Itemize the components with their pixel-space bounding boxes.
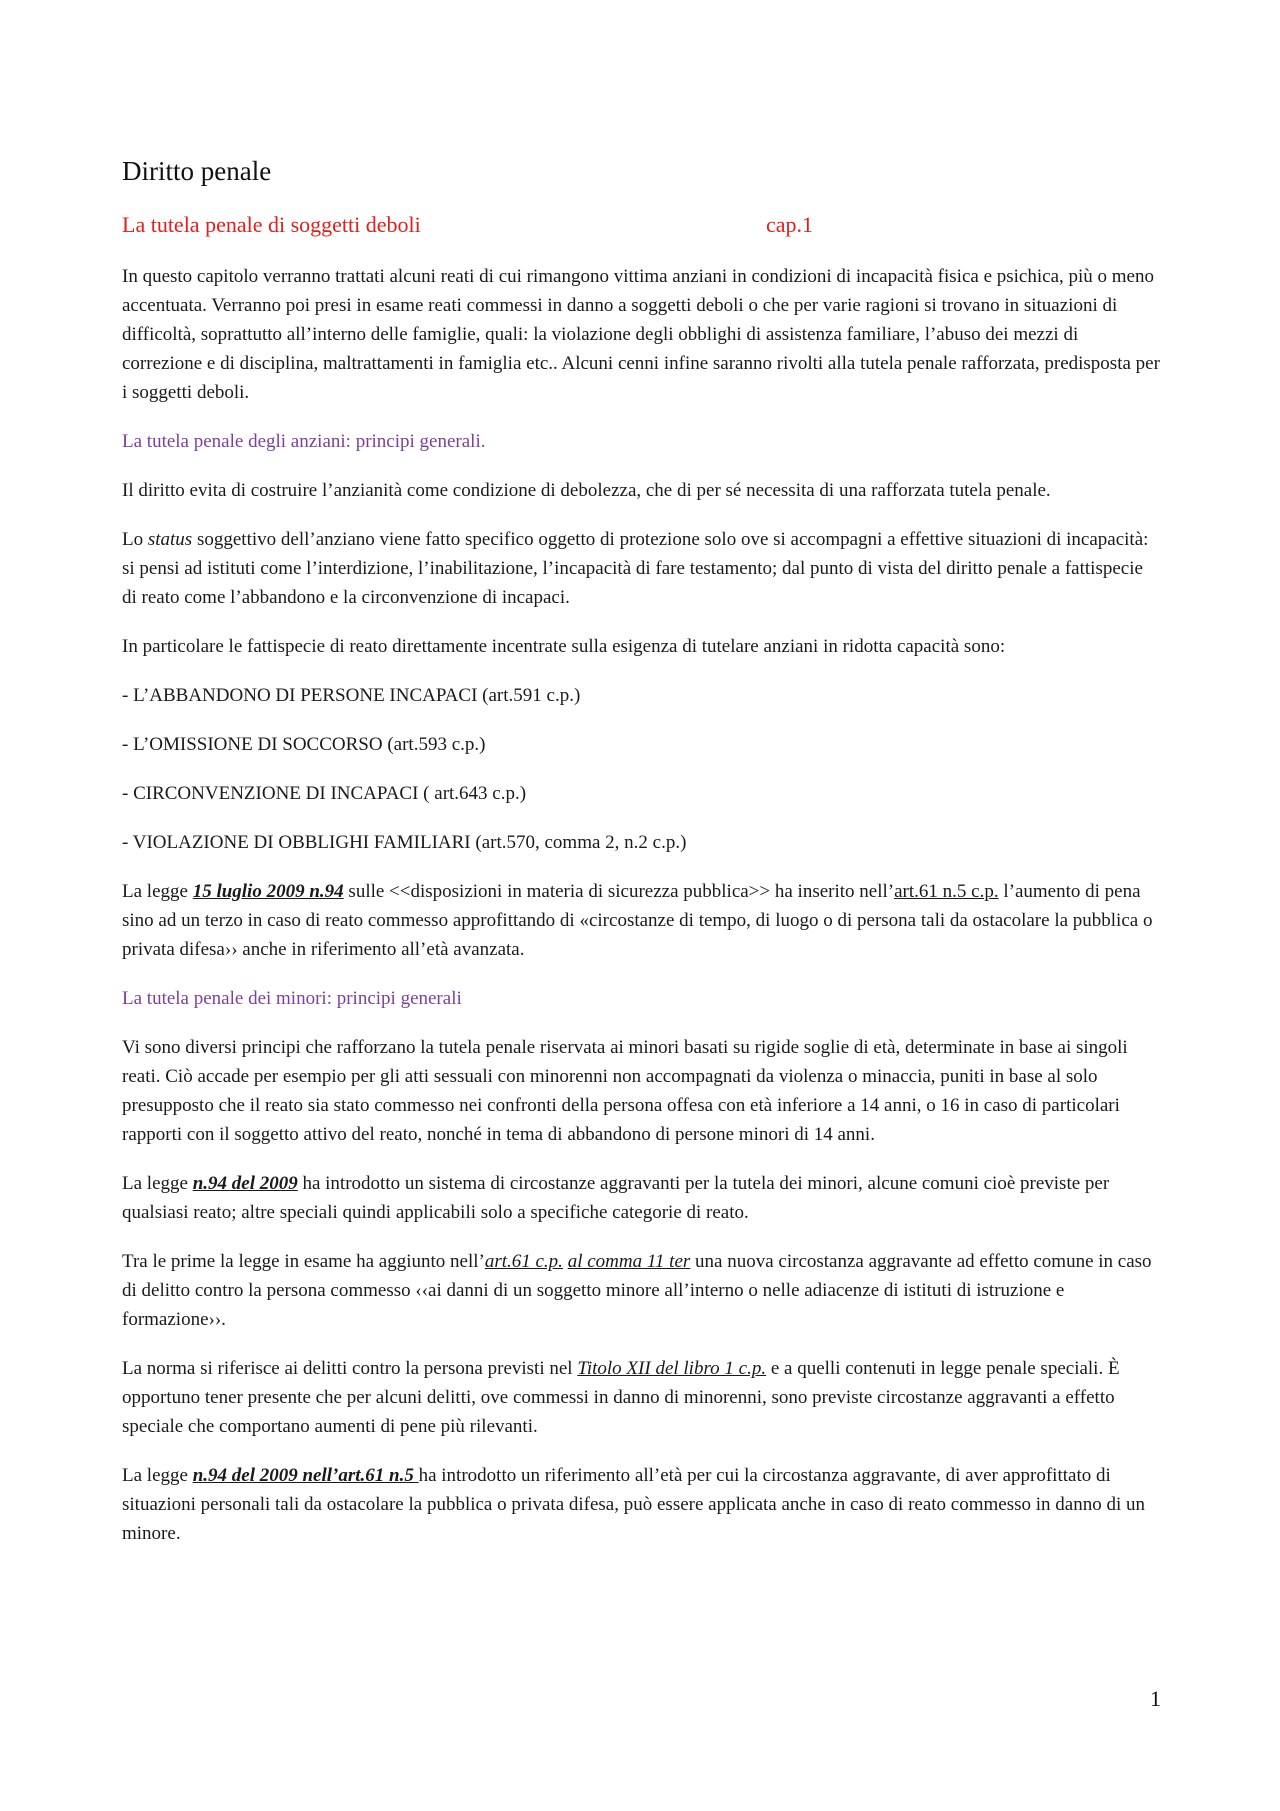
page-number: 1 xyxy=(1150,1686,1161,1711)
paragraph-circostanze: La legge n.94 del 2009 ha introdotto un sistema di circostanze aggravanti per la tutela dei minori, alcune comuni cioè previste per qualsiasi reato; altre speciali quindi applicabili solo a specifiche categorie di reato. xyxy=(122,1173,1110,1223)
paragraph-principi-minori: Vi sono diversi principi che rafforzano la tutela penale riservata ai minori basati su rigide soglie di età, determinate in base ai singoli reati. Ciò accade per esempio per gli atti sessuali con minorenni non accompagnati da violenza o minaccia, puniti in base al solo presupposto che il reato sia stato commesso nei confronti della persona offesa con età inferiore a 14 anni, o 16 in caso di particolari rapporti con il soggetto attivo del reato, nonché in tema di abbandono di persone minori di 14 anni. xyxy=(122,1037,1128,1145)
paragraph-titolo-xii: La norma si riferisce ai delitti contro la persona previsti nel Titolo XII del libro 1 c.p. e a quelli contenuti in legge penale speciali. È opportuno tener presente che per alcuni delitti, ove commessi in danno di minorenni, sono previste circostanze aggravanti a effetto speciale che comportano aumenti di pene più rilevanti. xyxy=(122,1358,1120,1437)
paragraph-anzianita: Il diritto evita di costruire l’anzianità come condizione di debolezza, che di per sé necessita di una rafforzata tutela penale. xyxy=(122,480,1051,501)
paragraph-status: Lo status soggettivo dell’anziano viene fatto specifico oggetto di protezione solo ove si accompagni a effettive situazioni di incapacità: si pensi ad istituti come l’interdizione, l’inabilitazione, l’incapacità di fare testamento; dal punto di vista del diritto penale a fattispecie di reato come l’abbandono e la circonvenzione di incapaci. xyxy=(122,529,1149,608)
chapter-title: La tutela penale di soggetti deboli xyxy=(122,212,421,237)
status-term: status xyxy=(147,529,193,550)
list-item: - L’ABBANDONO DI PERSONE INCAPACI (art.591 c.p.) xyxy=(122,685,581,706)
list-item: - CIRCONVENZIONE DI INCAPACI ( art.643 c.p.) xyxy=(122,783,527,804)
paragraph-comma-11-ter: Tra le prime la legge in esame ha aggiunto nell’art.61 c.p. al comma 11 ter una nuova circostanza aggravante ad effetto comune in caso di delitto contro la persona commesso ‹‹ai danni di un soggetto minore all’interno o nelle adiacenze di istituti di istruzione e formazione››. xyxy=(122,1251,1152,1330)
law-link[interactable]: 15 luglio 2009 n.94 xyxy=(192,881,344,902)
paragraph-legge-2009: La legge 15 luglio 2009 n.94 sulle <<disposizioni in materia di sicurezza pubblica>> ha inserito nell’art.61 n.5 c.p. l’aumento di pena sino ad un terzo in caso di reato commesso approfittando di «circostanze di tempo, di luogo o di persona tali da ostacolare la pubblica o privata difesa›› anche in riferimento all’età avanzata. xyxy=(122,881,1153,960)
section-heading-minori: La tutela penale dei minori: principi generali xyxy=(122,988,462,1009)
titolo-link[interactable]: Titolo XII del libro 1 c.p. xyxy=(577,1358,767,1379)
article-link[interactable]: art.61 n.5 c.p. xyxy=(894,881,999,902)
section-heading-anziani: La tutela penale degli anziani: principi generali. xyxy=(122,431,486,452)
chapter-heading xyxy=(122,210,1162,240)
list-item: - L’OMISSIONE DI SOCCORSO (art.593 c.p.) xyxy=(122,734,486,755)
law-link[interactable]: n.94 del 2009 xyxy=(192,1173,298,1194)
law-link[interactable]: n.94 del 2009 nell’art.61 n.5 xyxy=(192,1465,419,1486)
article-link[interactable]: art.61 c.p. xyxy=(484,1251,563,1272)
document-page xyxy=(122,150,1162,1568)
paragraph-fattispecie: In particolare le fattispecie di reato direttamente incentrate sulla esigenza di tutelare anziani in ridotta capacità sono: xyxy=(122,636,1006,657)
paragraph-art-61-n5: La legge n.94 del 2009 nell’art.61 n.5 ha introdotto un riferimento all’età per cui la circostanza aggravante, di aver approfittato di situazioni personali tali da ostacolare la pubblica o privata difesa, può essere applicata anche in caso di reato commesso in danno di un minore. xyxy=(122,1465,1146,1544)
list-item: - VIOLAZIONE DI OBBLIGHI FAMILIARI (art.570, comma 2, n.2 c.p.) xyxy=(122,832,687,853)
intro-paragraph: In questo capitolo verranno trattati alcuni reati di cui rimangono vittima anziani in condizioni di incapacità fisica e psichica, più o meno accentuata. Verranno poi presi in esame reati commessi in danno a soggetti deboli o che per varie ragioni si trovano in situazioni di difficoltà, soprattutto all’interno delle famiglie, quali: la violazione degli obblighi di assistenza familiare, l’abuso dei mezzi di correzione e di disciplina, maltrattamenti in famiglia etc.. Alcuni cenni infine saranno rivolti alla tutela penale rafforzata, predisposta per i soggetti deboli. xyxy=(122,266,1160,403)
comma-link[interactable]: al comma 11 ter xyxy=(567,1251,691,1272)
chapter-label: cap.1 xyxy=(766,212,814,237)
document-title: Diritto penale xyxy=(122,156,272,186)
